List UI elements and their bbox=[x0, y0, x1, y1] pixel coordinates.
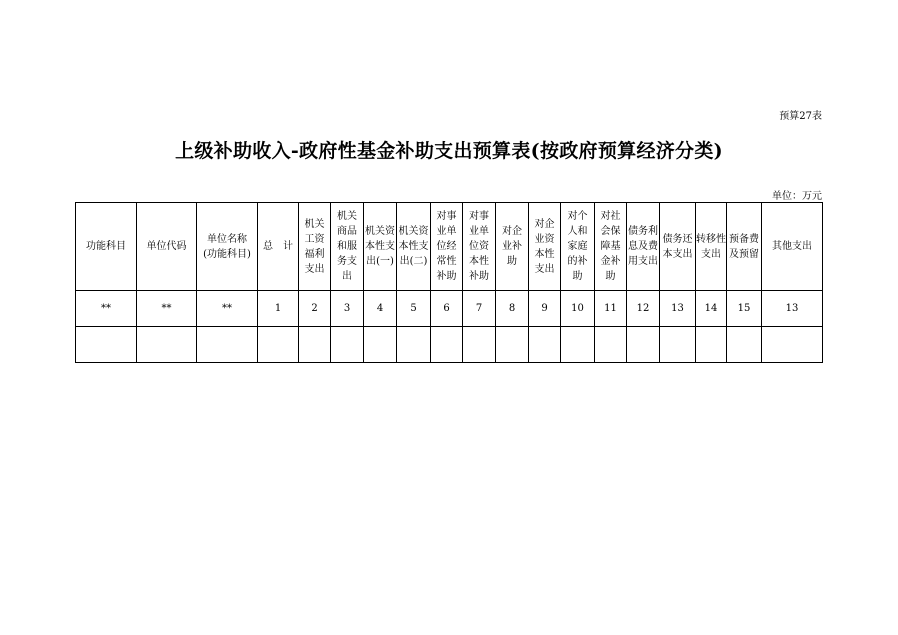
number-cell-8: 5 bbox=[397, 291, 431, 327]
number-cell-16: 13 bbox=[660, 291, 696, 327]
data-row bbox=[76, 327, 823, 363]
header-cell-17: 转移性 支出 bbox=[696, 203, 727, 291]
data-cell-5 bbox=[299, 327, 331, 363]
data-cell-16 bbox=[660, 327, 696, 363]
header-cell-12: 对企 业资 本性 支出 bbox=[529, 203, 561, 291]
data-cell-6 bbox=[331, 327, 364, 363]
data-cell-17 bbox=[696, 327, 727, 363]
data-cell-4 bbox=[258, 327, 299, 363]
header-row bbox=[76, 203, 823, 291]
data-cell-9 bbox=[431, 327, 463, 363]
header-cell-9: 对事 业单 位经 常性 补助 bbox=[431, 203, 463, 291]
number-cell-5: 2 bbox=[299, 291, 331, 327]
header-cell-5: 机关 工资 福利 支出 bbox=[299, 203, 331, 291]
form-number: 预算27表 bbox=[779, 111, 822, 122]
data-cell-12 bbox=[529, 327, 561, 363]
header-cell-14: 对社 会保 障基 金补 助 bbox=[595, 203, 627, 291]
unit-label: 单位：万元 bbox=[772, 191, 822, 202]
number-cell-2: ** bbox=[137, 291, 197, 327]
number-cell-18: 15 bbox=[727, 291, 762, 327]
header-cell-15: 债务利 息及费 用支出 bbox=[627, 203, 660, 291]
number-cell-13: 10 bbox=[561, 291, 595, 327]
number-cell-9: 6 bbox=[431, 291, 463, 327]
column-number-row bbox=[76, 291, 823, 327]
data-cell-13 bbox=[561, 327, 595, 363]
data-cell-19 bbox=[762, 327, 823, 363]
header-cell-1: 功能科目 bbox=[76, 203, 137, 291]
data-cell-1 bbox=[76, 327, 137, 363]
header-cell-13: 对个 人和 家庭 的补 助 bbox=[561, 203, 595, 291]
header-cell-19: 其他支出 bbox=[762, 203, 823, 291]
header-cell-10: 对事 业单 位资 本性 补助 bbox=[463, 203, 496, 291]
data-cell-11 bbox=[496, 327, 529, 363]
number-cell-10: 7 bbox=[463, 291, 496, 327]
header-cell-8: 机关资 本性支 出(二) bbox=[397, 203, 431, 291]
number-cell-4: 1 bbox=[258, 291, 299, 327]
data-cell-3 bbox=[197, 327, 258, 363]
budget-table bbox=[75, 202, 823, 363]
header-cell-18: 预备费 及预留 bbox=[727, 203, 762, 291]
number-cell-19: 13 bbox=[762, 291, 823, 327]
number-cell-14: 11 bbox=[595, 291, 627, 327]
header-cell-6: 机关 商品 和服 务支 出 bbox=[331, 203, 364, 291]
header-cell-7: 机关资 本性支 出(一) bbox=[364, 203, 397, 291]
data-cell-8 bbox=[397, 327, 431, 363]
number-cell-6: 3 bbox=[331, 291, 364, 327]
header-cell-3: 单位名称 (功能科目) bbox=[197, 203, 258, 291]
number-cell-7: 4 bbox=[364, 291, 397, 327]
number-cell-1: ** bbox=[76, 291, 137, 327]
data-cell-7 bbox=[364, 327, 397, 363]
data-cell-14 bbox=[595, 327, 627, 363]
header-cell-11: 对企 业补 助 bbox=[496, 203, 529, 291]
header-cell-2: 单位代码 bbox=[137, 203, 197, 291]
number-cell-17: 14 bbox=[696, 291, 727, 327]
number-cell-11: 8 bbox=[496, 291, 529, 327]
number-cell-12: 9 bbox=[529, 291, 561, 327]
header-cell-4: 总 计 bbox=[258, 203, 299, 291]
data-cell-2 bbox=[137, 327, 197, 363]
number-cell-15: 12 bbox=[627, 291, 660, 327]
number-cell-3: ** bbox=[197, 291, 258, 327]
header-cell-16: 债务还 本支出 bbox=[660, 203, 696, 291]
data-cell-18 bbox=[727, 327, 762, 363]
data-cell-15 bbox=[627, 327, 660, 363]
page-title: 上级补助收入-政府性基金补助支出预算表(按政府预算经济分类) bbox=[175, 140, 723, 162]
data-cell-10 bbox=[463, 327, 496, 363]
